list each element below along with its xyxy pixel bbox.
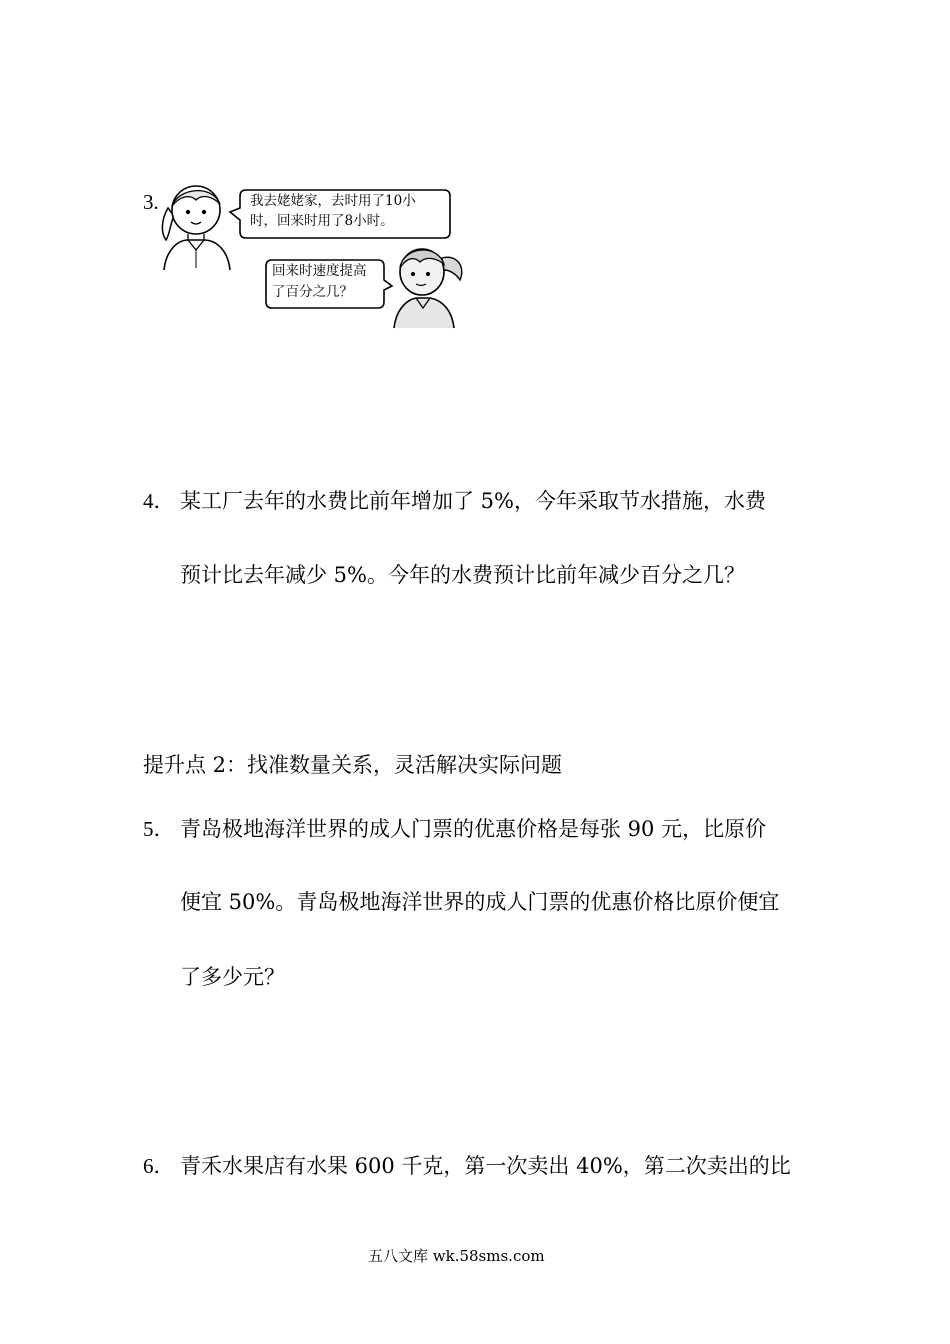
- question-5-line-2: 便宜 50%。青岛极地海洋世界的成人门票的优惠价格比原价便宜: [180, 890, 780, 914]
- speech-bubble-2-line-2: 了百分之几？: [272, 284, 353, 300]
- question-4-number: 4．: [143, 489, 175, 513]
- speech-bubble-1-line-1: 我去姥姥家，去时用了10小: [250, 193, 416, 209]
- question-5-number: 5．: [143, 817, 175, 841]
- speech-bubble-2-line-1: 回来时速度提高: [272, 263, 367, 279]
- speech-bubble-1-line-2: 时，回来时用了8小时。: [250, 213, 394, 229]
- question-4-line-1: 某工厂去年的水费比前年增加了 5%，今年采取节水措施，水费: [180, 489, 766, 513]
- question-3-number: 3.: [143, 190, 159, 214]
- girl-illustration-left: [158, 180, 238, 272]
- question-5-line-3: 了多少元？: [180, 965, 285, 989]
- question-4-line-2: 预计比去年减少 5%。今年的水费预计比前年减少百分之几？: [180, 563, 745, 587]
- question-6-number: 6．: [143, 1154, 175, 1178]
- page-footer: 五八文库 wk.58sms.com: [368, 1247, 545, 1265]
- girl-illustration-right: [386, 240, 468, 330]
- question-5-line-1: 青岛极地海洋世界的成人门票的优惠价格是每张 90 元，比原价: [180, 817, 767, 841]
- section-heading: 提升点 2：找准数量关系，灵活解决实际问题: [143, 753, 563, 777]
- question-6-line-1: 青禾水果店有水果 600 千克，第一次卖出 40%，第二次卖出的比: [180, 1154, 791, 1178]
